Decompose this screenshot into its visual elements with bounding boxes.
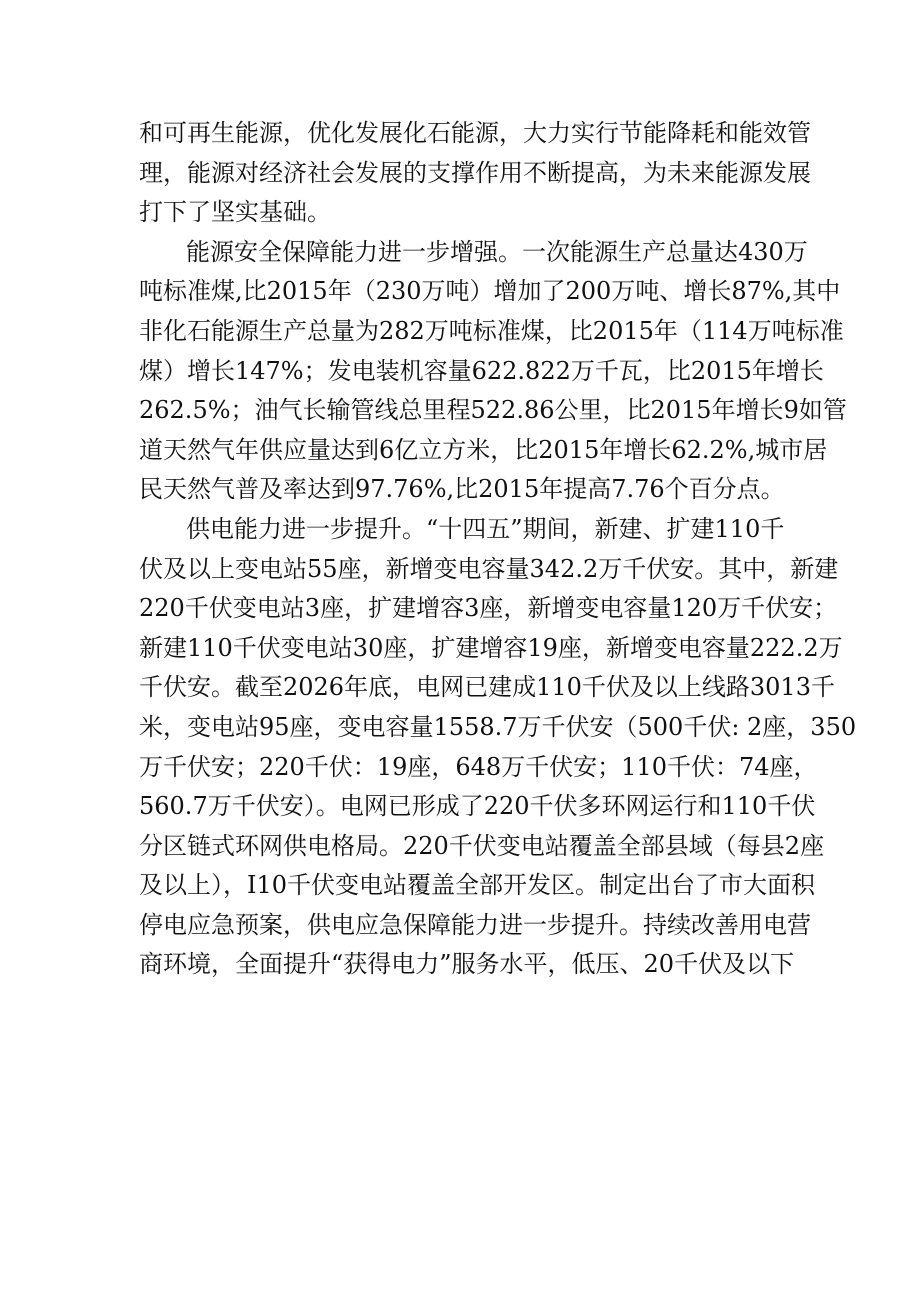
text-line: 民天然气普及率达到97.76%,比2015年提高7.76个百分点。	[139, 475, 785, 504]
text-line: 千伏安。截至2026年底，电网已建成110千伏及以上线路3013千	[139, 673, 835, 702]
text-line: 262.5%；油气长输管线总里程522.86公里，比2015年增长9如管	[139, 396, 847, 425]
text-line: 供电能力进一步提升。“十四五”期间，新建、扩建110千	[186, 514, 785, 543]
text-line: 能源安全保障能力进一步增强。一次能源生产总量达430万	[186, 237, 808, 266]
text-line: 理，能源对经济社会发展的支撑作用不断提高，为未来能源发展	[139, 158, 811, 187]
text-line: 煤）增长147%；发电装机容量622.822万千瓦，比2015年增长	[139, 356, 824, 385]
text-line: 和可再生能源，优化发展化石能源，大力实行节能降耗和能效管	[139, 119, 811, 147]
text-line: 及以上），I10千伏变电站覆盖全部开发区。制定出台了市大面积	[139, 871, 816, 900]
document-body	[139, 114, 857, 985]
paragraph-energy-intro	[139, 114, 811, 233]
text-line: 吨标准煤,比2015年（230万吨）增加了200万吨、增长87%,其中	[139, 277, 841, 306]
text-line: 560.7万千伏安）。电网已形成了220千伏多环网运行和110千伏	[139, 792, 816, 821]
paragraph-power-supply	[139, 510, 857, 985]
text-line: 商环境，全面提升“获得电力”服务水平，低压、20千伏及以下	[139, 950, 795, 979]
text-line: 道天然气年供应量达到6亿立方米，比2015年增长62.2%,城市居	[139, 435, 828, 464]
text-line: 万千伏安；220千伏：19座，648万千伏安；110千伏：74座，	[139, 752, 818, 781]
text-line: 米，变电站95座，变电容量1558.7万千伏安（500千伏: 2座，350	[139, 712, 857, 741]
text-line: 停电应急预案，供电应急保障能力进一步提升。持续改善用电营	[139, 910, 811, 939]
paragraph-energy-security	[139, 233, 847, 510]
text-line: 伏及以上变电站55座，新增变电容量342.2万千伏安。其中，新建	[139, 554, 839, 583]
text-line: 非化石能源生产总量为282万吨标准煤，比2015年（114万吨标准	[139, 316, 844, 345]
text-line: 新建110千伏变电站30座，扩建增容19座，新增变电容量222.2万	[139, 633, 843, 662]
text-line: 220千伏变电站3座，扩建增容3座，新增变电容量120万千伏安；	[139, 594, 838, 623]
text-line: 分区链式环网供电格局。220千伏变电站覆盖全部县域（每县2座	[139, 831, 825, 860]
text-line: 打下了坚实基础。	[139, 198, 331, 227]
